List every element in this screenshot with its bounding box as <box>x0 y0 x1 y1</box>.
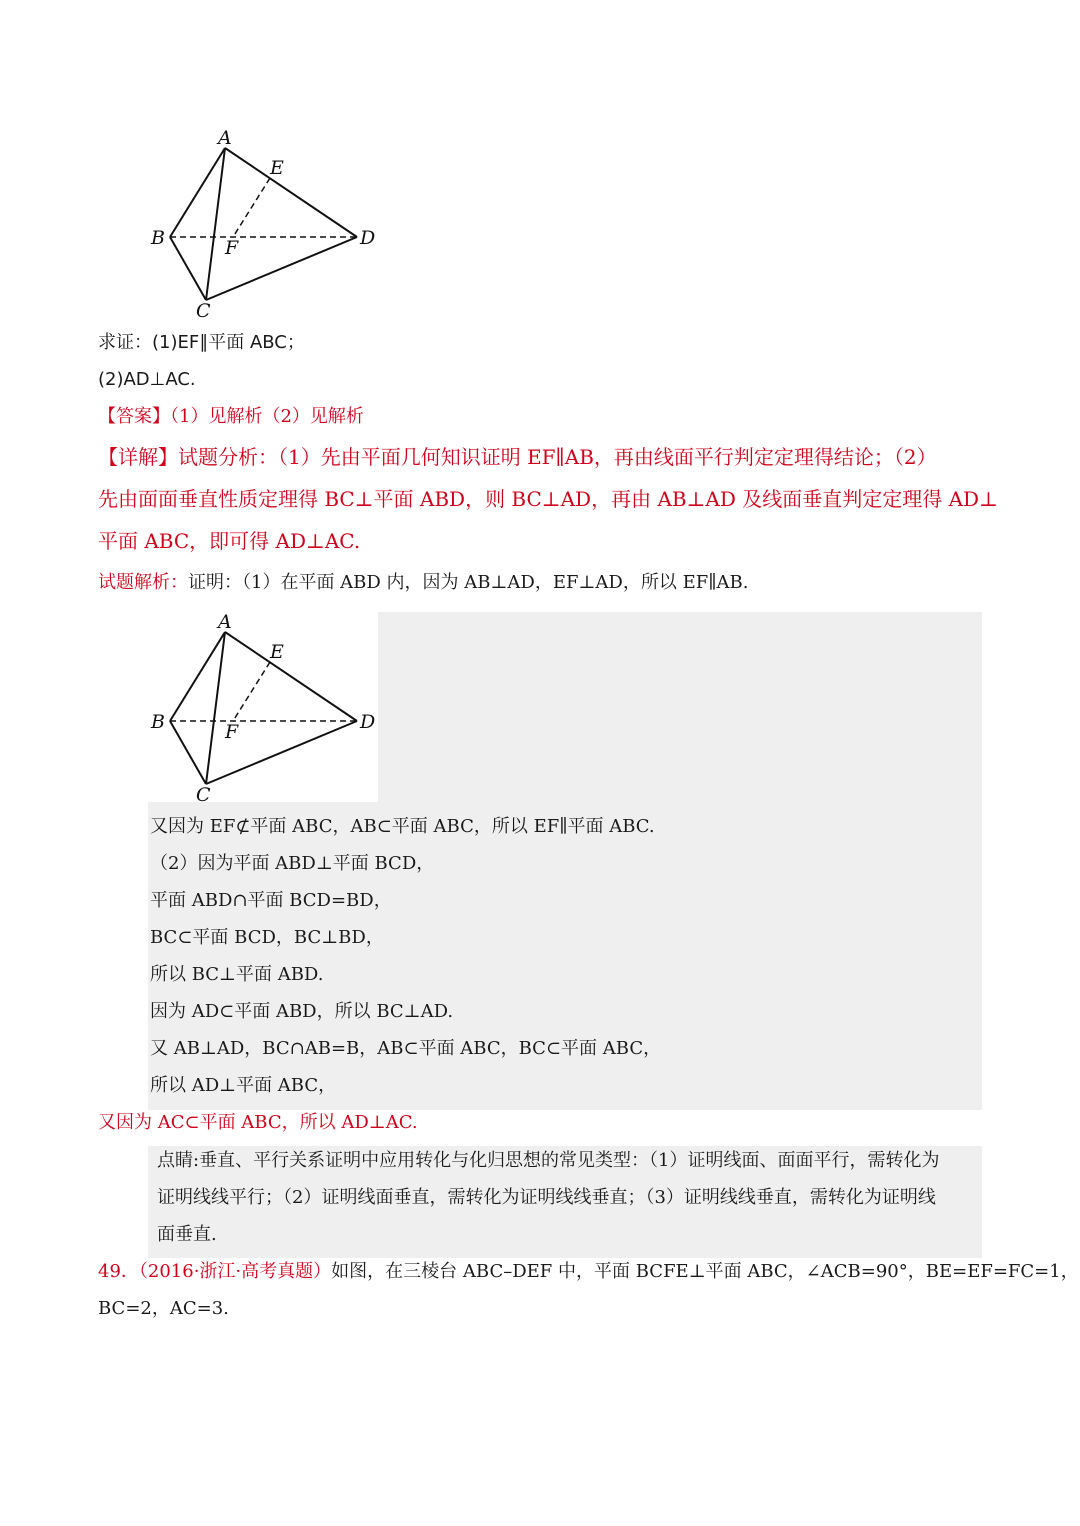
edge-ef-dashed <box>233 178 270 237</box>
proof-panel-lower <box>148 802 982 1110</box>
proof-line-8: 所以 AD⊥平面 ABC， <box>150 1075 337 1096</box>
problem-49-text: 如图，在三棱台 ABC–DEF 中，平面 BCFE⊥平面 ABC，∠ACB=90°，BE=EF=FC=1， <box>331 1261 1079 1282</box>
proof-line-4: BC⊂平面 BCD，BC⊥BD， <box>150 927 384 948</box>
label-e: E <box>270 641 284 663</box>
prove-line-2: (2)AD⊥AC. <box>98 369 196 390</box>
detail-line-1 <box>98 442 937 472</box>
label-d: D <box>360 227 376 249</box>
edge-ef-dashed <box>233 662 270 721</box>
proof-line-5: 所以 BC⊥平面 ABD. <box>150 964 324 985</box>
proof-line-6: 因为 AD⊂平面 ABD，所以 BC⊥AD. <box>150 1001 454 1022</box>
solution-text: 证明：（1）在平面 ABD 内，因为 AB⊥AD，EF⊥AD，所以 EF∥AB. <box>188 572 749 593</box>
solution-label: 试题解析： <box>98 572 188 593</box>
problem-49-number: 49． <box>98 1261 139 1282</box>
detail-line-2: 先由面面垂直性质定理得 BC⊥平面 ABD，则 BC⊥AD，再由 AB⊥AD 及线面垂直判定定理得 AD⊥ <box>98 487 998 511</box>
edge-ab <box>170 148 225 237</box>
edge-ad <box>225 632 357 721</box>
label-d: D <box>360 711 376 733</box>
proof-line-1: 又因为 EF⊄平面 ABC，AB⊂平面 ABC，所以 EF∥平面 ABC. <box>150 816 655 837</box>
tip-line-2: 证明线线平行；（2）证明线面垂直，需转化为证明线线垂直；（3）证明线线垂直，需转化为证明线 <box>157 1187 936 1208</box>
proof-line-3: 平面 ABD∩平面 BCD=BD， <box>150 890 392 911</box>
label-b: B <box>151 711 165 733</box>
edge-ab <box>170 632 225 721</box>
tip-line-3: 面垂直. <box>157 1224 217 1245</box>
answer-text: （1）见解析（2）见解析 <box>170 406 364 427</box>
solution-line <box>98 570 748 596</box>
label-a: A <box>218 611 232 633</box>
tetrahedron-figure-top <box>140 120 400 325</box>
label-c: C <box>196 784 211 806</box>
problem-49-line-2: BC=2，AC=3. <box>98 1298 229 1319</box>
label-f: F <box>225 721 239 743</box>
answer-tag: 【答案】 <box>98 406 170 427</box>
edge-ac <box>206 148 225 300</box>
label-b: B <box>151 227 165 249</box>
edge-bc <box>170 237 206 300</box>
answer-line <box>98 404 364 430</box>
label-c: C <box>196 300 211 322</box>
proof-line-2: （2）因为平面 ABD⊥平面 BCD， <box>150 853 435 874</box>
edge-ac <box>206 632 225 784</box>
tetrahedron-figure-proof <box>140 604 400 809</box>
detail-line-3: 平面 ABC，即可得 AD⊥AC. <box>98 529 361 553</box>
detail-tag: 【详解】 <box>98 445 178 469</box>
problem-49-line-1 <box>98 1259 1079 1285</box>
edge-ad <box>225 148 357 237</box>
proof-panel <box>378 612 982 802</box>
tip-line-1: 点睛:垂直、平行关系证明中应用转化与化归思想的常见类型：（1）证明线面、面面平行，需转化为 <box>157 1150 940 1171</box>
detail-text-1: 试题分析：（1）先由平面几何知识证明 EF∥AB，再由线面平行判定定理得结论；（2） <box>178 445 937 469</box>
prove-line-1: 求证：(1)EF∥平面 ABC； <box>98 332 305 353</box>
label-e: E <box>270 157 284 179</box>
label-f: F <box>225 237 239 259</box>
conclusion-line: 又因为 AC⊂平面 ABC，所以 AD⊥AC. <box>98 1112 418 1133</box>
edge-bc <box>170 721 206 784</box>
proof-line-7: 又 AB⊥AD，BC∩AB=B，AB⊂平面 ABC，BC⊂平面 ABC， <box>150 1038 662 1059</box>
problem-49-source: （2016·浙江·高考真题） <box>138 1261 332 1282</box>
label-a: A <box>218 127 232 149</box>
